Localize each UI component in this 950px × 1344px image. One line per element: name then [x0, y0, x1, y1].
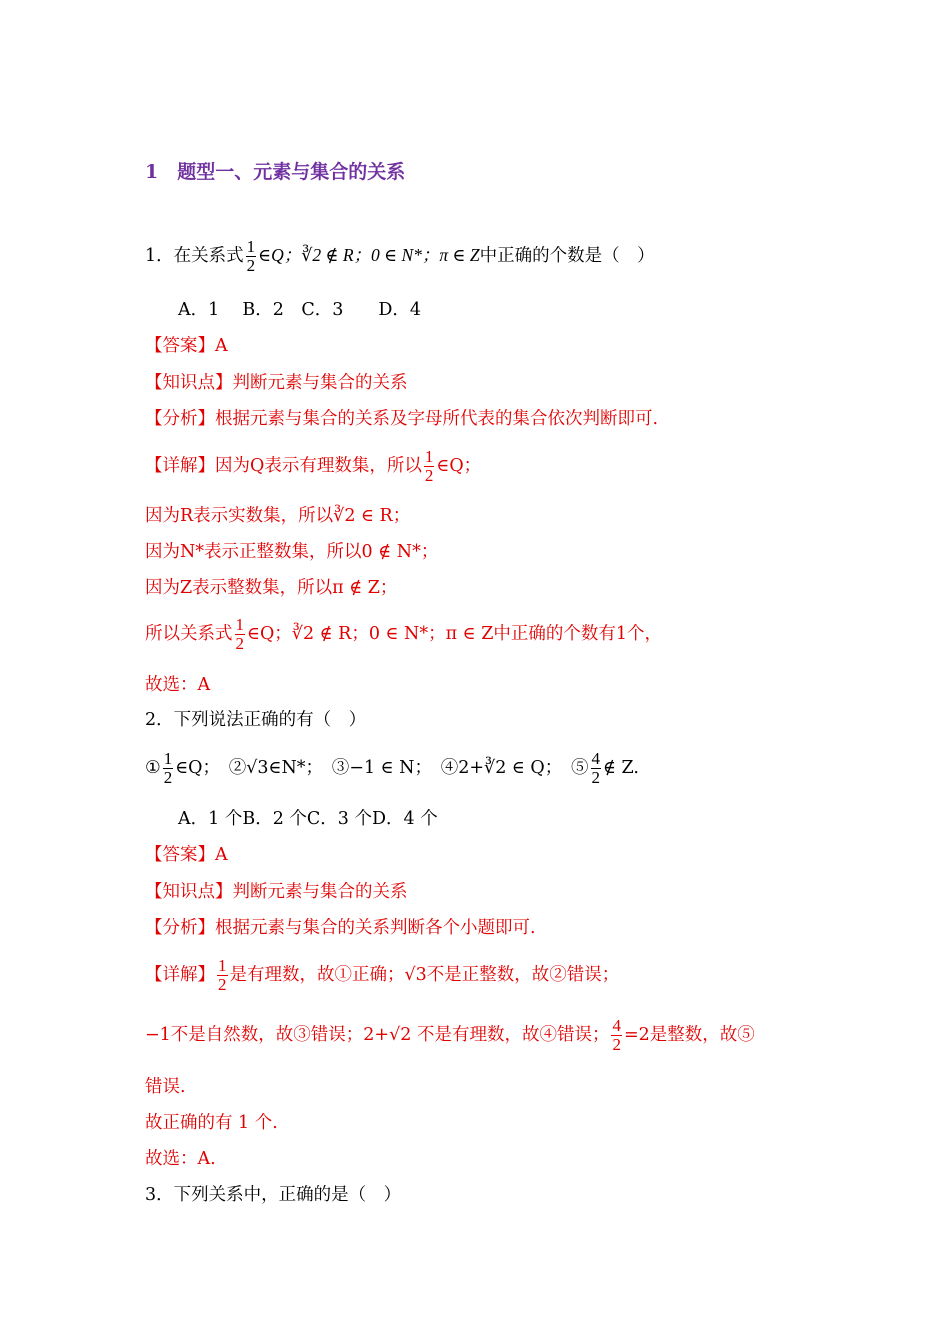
- fraction-half: $\frac{1}{2}$: [235, 615, 244, 653]
- q2-l2-pre: −1不是自然数，故③错误；2+√2 不是有理数，故④错误；: [145, 1025, 610, 1045]
- q2-detail-line3: 错误.: [145, 1077, 186, 1097]
- q1-detail-line2: 因为R表示实数集，所以∛2 ∈ R；: [145, 506, 411, 526]
- q1-detail-line3: 因为N*表示正整数集，所以0 ∉ N*；: [145, 542, 439, 562]
- q1-answer: 【答案】A: [145, 336, 228, 356]
- fraction-half: $\frac{1}{2}$: [246, 237, 256, 275]
- q1-stem: [145, 238, 655, 275]
- fraction-half: $\frac{1}{2}$: [218, 956, 227, 994]
- q2-knowledge: 【知识点】判断元素与集合的关系: [145, 882, 408, 902]
- q2-detail: [145, 957, 619, 994]
- q1-l5-post: ∈Q；∛2 ∉ R；0 ∈ N*；π ∈ Z中正确的个数有1个，: [247, 624, 662, 644]
- q2-answer: 【答案】A: [145, 845, 228, 865]
- q1-analysis: 【分析】根据元素与集合的关系及字母所代表的集合依次判断即可.: [145, 409, 659, 429]
- q1-options: A．1 B．2 C．3 D．4: [178, 300, 422, 320]
- q1-knowledge: 【知识点】判断元素与集合的关系: [145, 373, 408, 393]
- q2-stem: 2．下列说法正确的有（ ）: [145, 710, 367, 730]
- q2-items-b: ∈Q； ②√3∈N*； ③−1 ∈ N； ④2+∛2 ∈ Q； ⑤: [175, 758, 589, 778]
- section-heading: 1 题型一、元素与集合的关系: [145, 161, 406, 183]
- fraction-four-halves: $\frac{4}{2}$: [591, 749, 601, 787]
- q2-detail-line2: [145, 1017, 755, 1054]
- fraction-four-halves: $\frac{4}{2}$: [612, 1016, 621, 1054]
- q2-analysis: 【分析】根据元素与集合的关系判断各个小题即可.: [145, 918, 536, 938]
- q2-detail-pre: 【详解】: [145, 965, 215, 985]
- q2-l2-post: =2是整数，故⑤: [623, 1025, 755, 1045]
- q1-stem-pre: 1．在关系式: [145, 246, 244, 266]
- q1-detail-line5: [145, 616, 662, 653]
- q1-stem-post: 中正确的个数是（ ）: [479, 246, 655, 266]
- q1-l5-pre: 所以关系式: [145, 624, 233, 644]
- q2-items-c: ∉ Z.: [603, 758, 639, 778]
- q1-detail: [145, 448, 481, 485]
- q1-choose: 故选：A: [145, 675, 211, 695]
- q2-options: A．1 个B．2 个C．3 个D．4 个: [178, 809, 438, 829]
- q2-items: [145, 750, 639, 787]
- q1-stem-expr: ∈Q；∛2 ∉ R；0 ∈ N*；π ∈ Z: [258, 245, 480, 265]
- q2-detail-line4: 故正确的有 1 个.: [145, 1113, 278, 1133]
- q2-detail-post: 是有理数，故①正确；√3不是正整数，故②错误；: [229, 965, 620, 985]
- fraction-half: $\frac{1}{2}$: [424, 447, 434, 485]
- q1-detail-pre: 【详解】因为Q表示有理数集，所以: [145, 456, 422, 476]
- q1-detail-line4: 因为Z表示整数集，所以π ∉ Z；: [145, 578, 398, 598]
- q2-choose: 故选：A.: [145, 1149, 216, 1169]
- q1-detail-post: ∈Q；: [436, 456, 482, 476]
- fraction-half: $\frac{1}{2}$: [163, 749, 173, 787]
- q3-stem: 3．下列关系中，正确的是（ ）: [145, 1185, 402, 1205]
- q2-items-a: ①: [145, 758, 161, 778]
